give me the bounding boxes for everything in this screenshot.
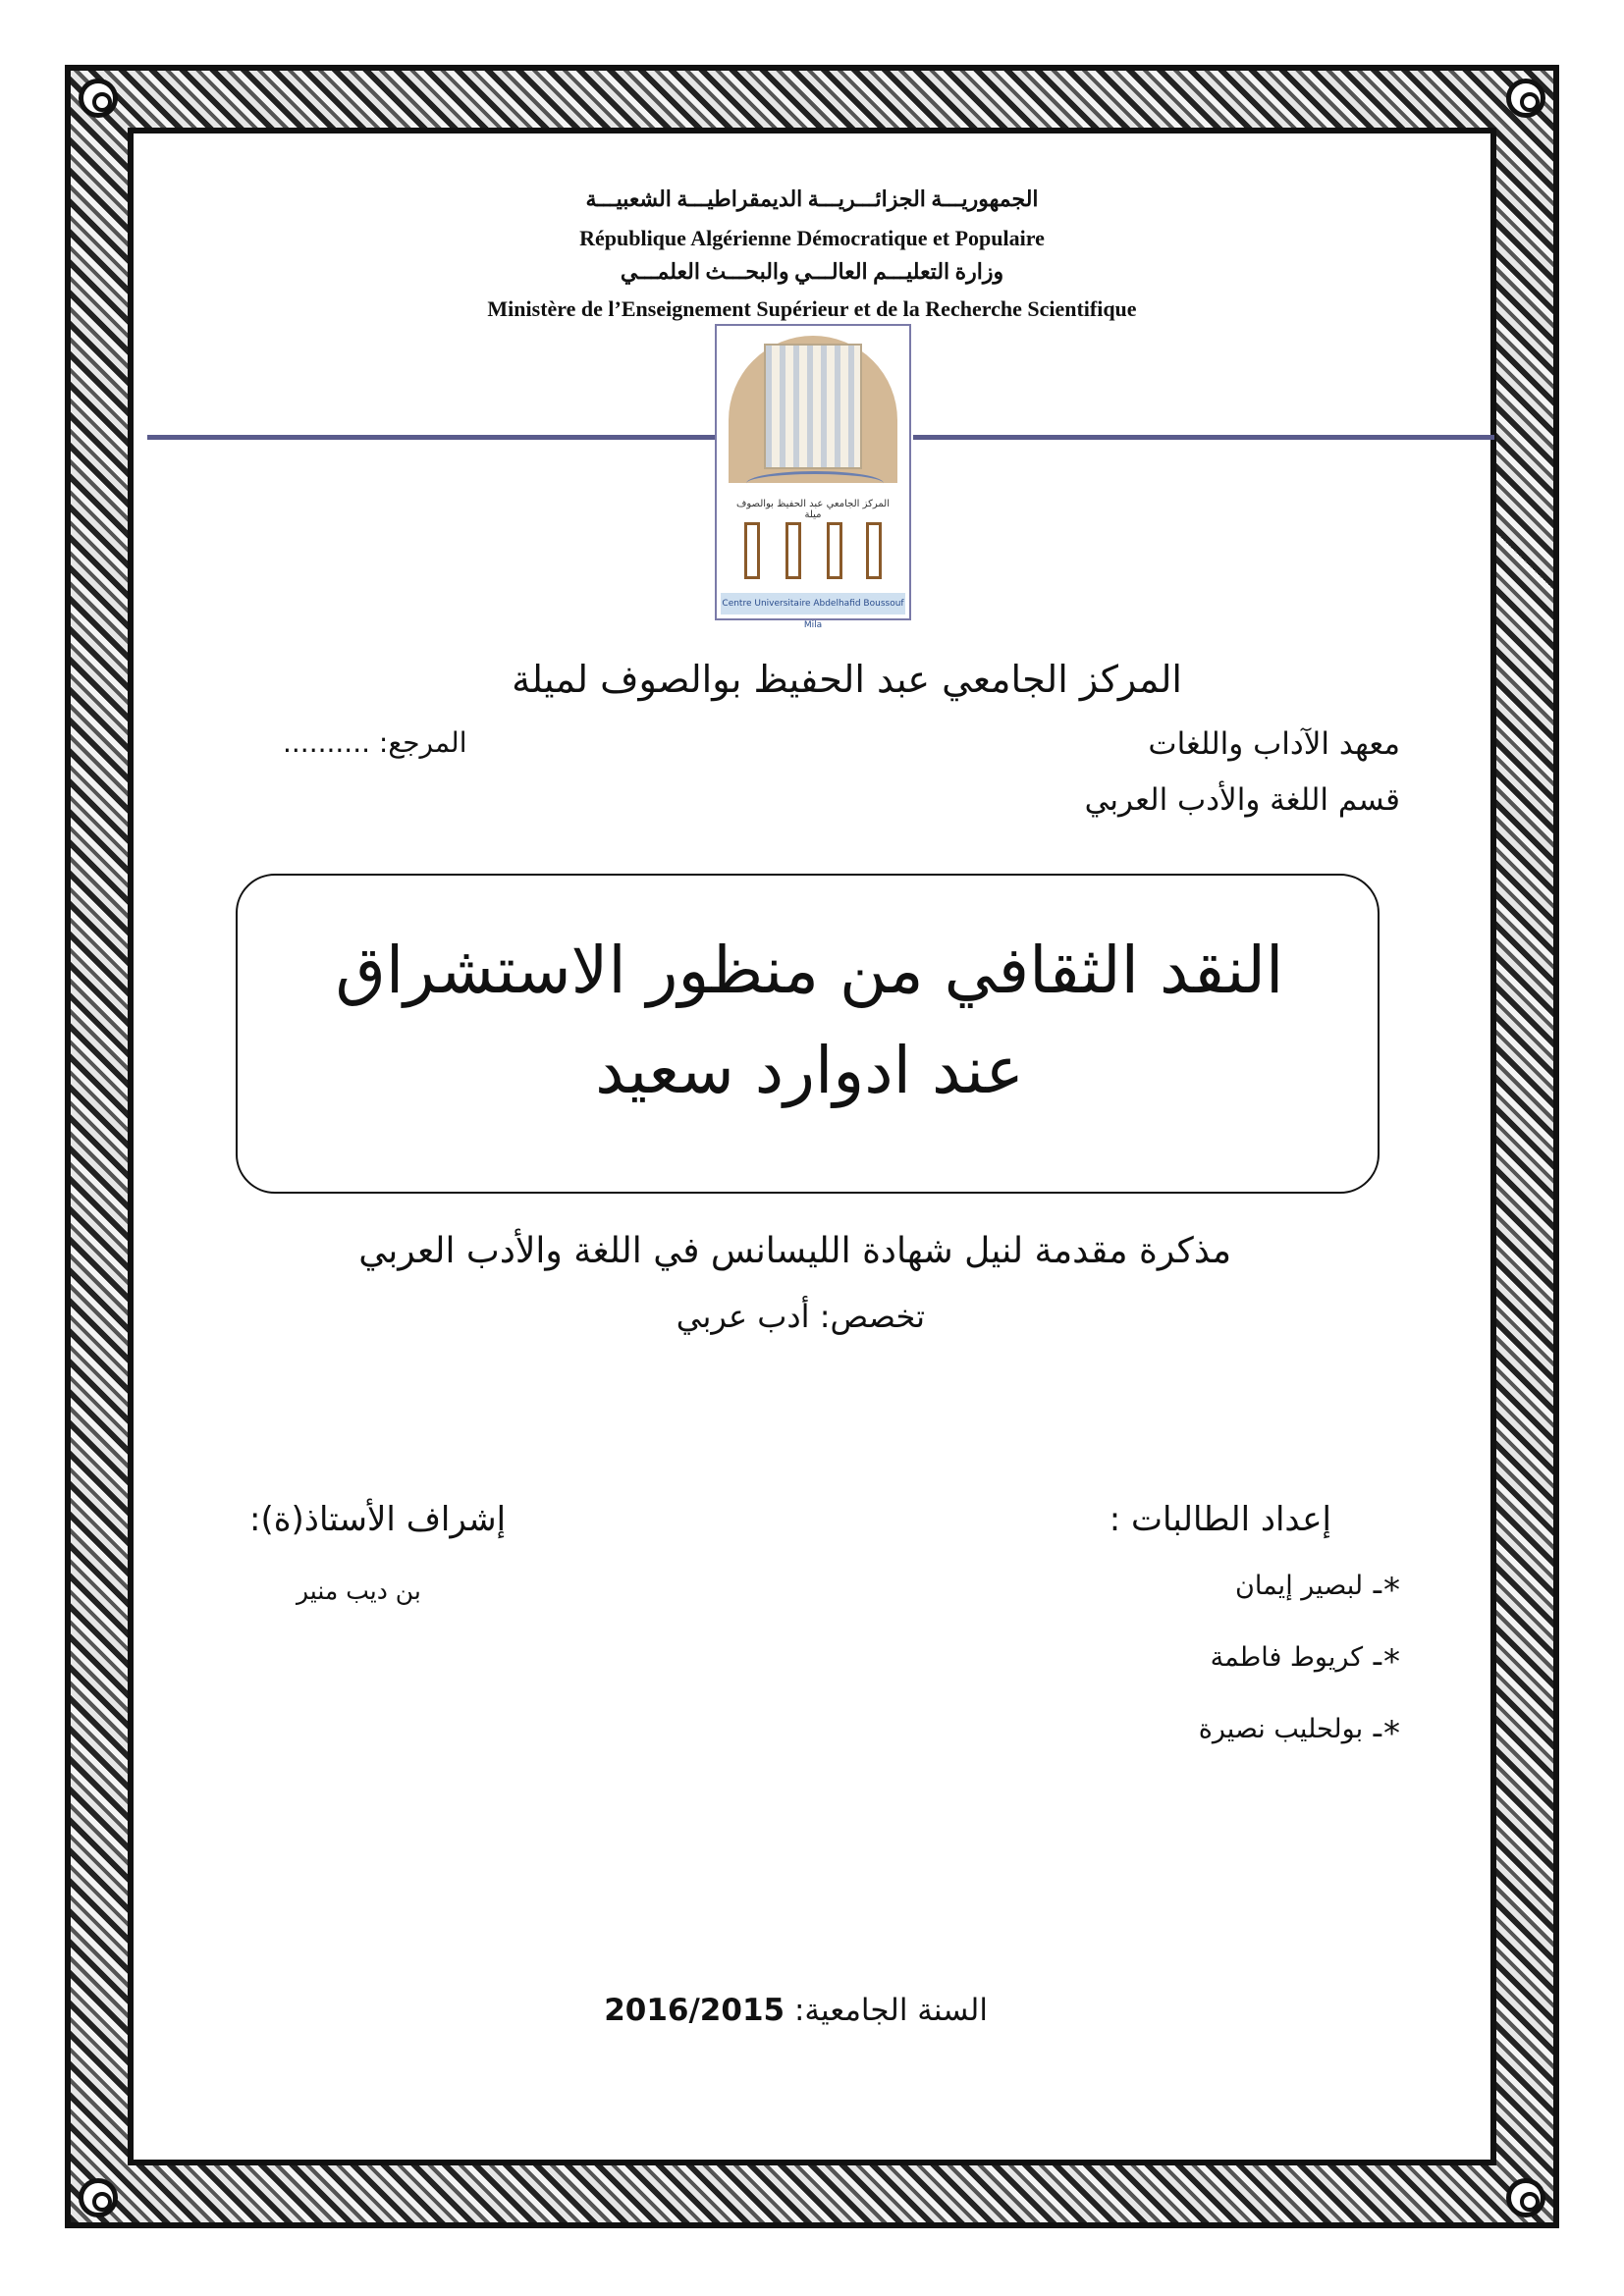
- logo-pillar: [866, 522, 882, 579]
- logo-book: [746, 471, 884, 496]
- student-name: لبصير إيمان: [1235, 1571, 1364, 1601]
- corner-ornament-top-right: [1506, 79, 1545, 118]
- logo-caption-fr: Centre Universitaire Abdelhafid Boussouf Mila: [721, 593, 905, 614]
- bullet: *-: [1371, 1571, 1400, 1610]
- academic-year-value: 2016/2015: [604, 1993, 785, 2028]
- bullet: *-: [1371, 1642, 1400, 1682]
- academic-year-label: السنة الجامعية:: [793, 1993, 988, 2028]
- corner-ornament-top-left: [79, 79, 118, 118]
- logo-pillar: [827, 522, 842, 579]
- logo-pillars: [740, 522, 888, 579]
- logo-pillar: [744, 522, 760, 579]
- logo-caption-ar: المركز الجامعي عبد الحفيظ بوالصوف ميلة: [735, 499, 891, 520]
- center-name: المركز الجامعي عبد الحفيظ بوالصوف لميلة: [512, 658, 1182, 701]
- student-item: [1199, 1714, 1400, 1753]
- department-name: قسم اللغة والأدب العربي: [1084, 782, 1400, 818]
- student-name: بولحليب نصيرة: [1198, 1714, 1364, 1744]
- header-ministry-fr: Ministère de l’Enseignement Supérieur et de la Recherche Scientifique: [487, 296, 1137, 321]
- logo-pillar: [785, 522, 801, 579]
- header-republic-fr: République Algérienne Démocratique et Populaire: [579, 226, 1045, 250]
- memo-specialty: تخصص: أدب عربي: [676, 1298, 925, 1335]
- student-item: [1211, 1642, 1400, 1682]
- supervisor-label: إشراف الأستاذ(ة):: [249, 1500, 507, 1539]
- corner-ornament-bottom-right: [1506, 2178, 1545, 2217]
- title-box: [236, 874, 1380, 1194]
- header-ministry-ar: وزارة التعليـــم العالـــي والبحـــث العلمـــي: [620, 259, 1004, 284]
- title-line-1: النقد الثقافي من منظور الاستشراق: [335, 933, 1284, 1008]
- institute-name: معهد الآداب واللغات: [1148, 726, 1400, 762]
- student-item: [1235, 1571, 1400, 1610]
- student-name: كريوط فاطمة: [1210, 1642, 1364, 1673]
- corner-ornament-bottom-left: [79, 2178, 118, 2217]
- bullet: *-: [1371, 1714, 1400, 1753]
- logo-building: [764, 344, 862, 469]
- university-logo: [715, 324, 911, 630]
- academic-year: [604, 1993, 988, 2028]
- reference-field: المرجع: ..........: [283, 726, 467, 759]
- supervisor-name: بن ديب منير: [297, 1576, 421, 1605]
- divider-line-right: [913, 435, 1494, 440]
- memo-purpose: مذكرة مقدمة لنيل شهادة الليسانس في اللغة والأدب العربي: [358, 1231, 1231, 1271]
- header-republic-ar: الجمهوريـــة الجزائـــريـــة الديمقراطيـــة الشعبيـــة: [585, 187, 1039, 211]
- prepared-by-label: إعداد الطالبات :: [1109, 1500, 1331, 1539]
- divider-line-left: [147, 435, 715, 440]
- title-line-2: عند ادوارد سعيد: [595, 1033, 1024, 1108]
